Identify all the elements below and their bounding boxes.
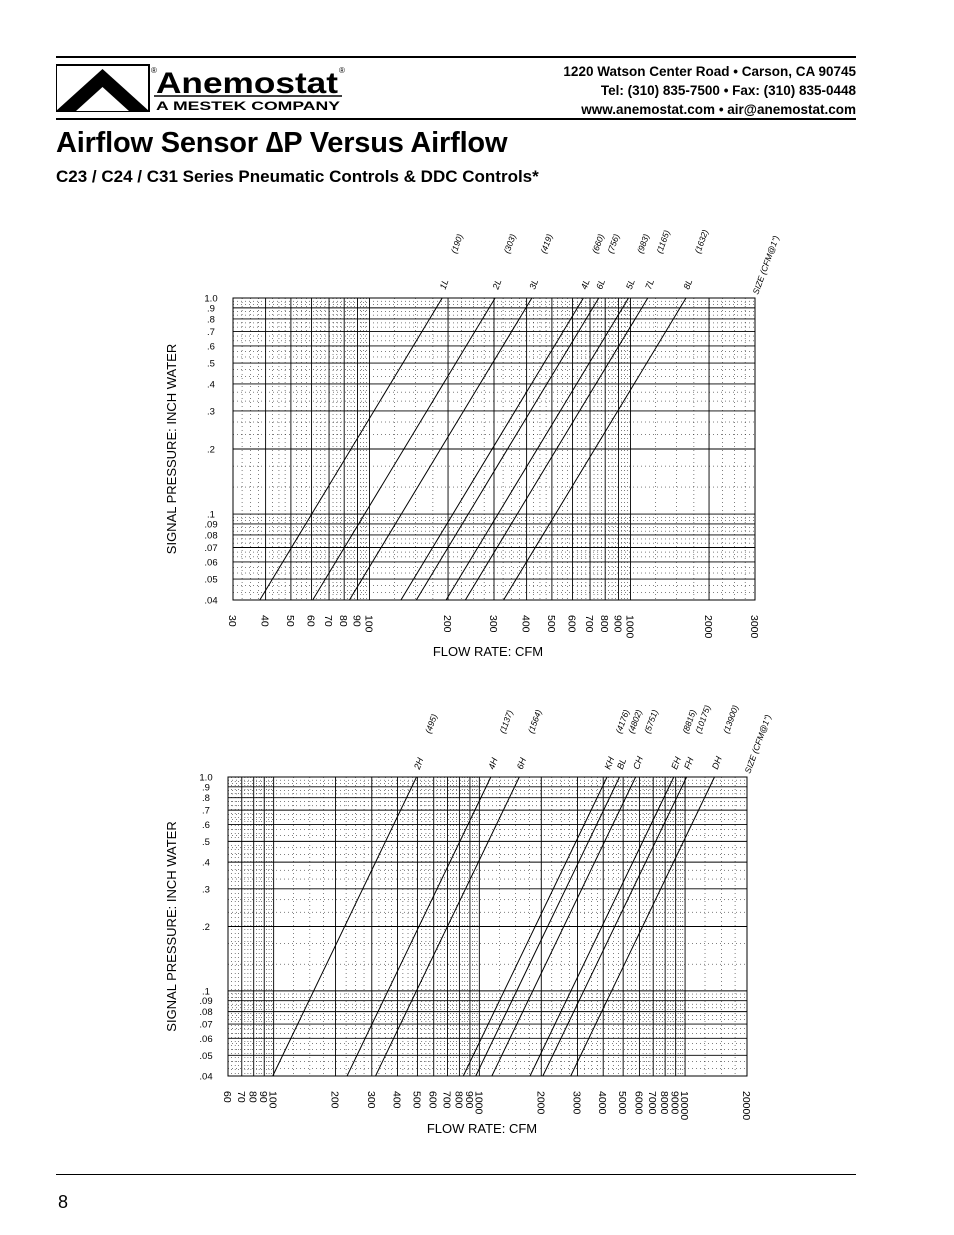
- phone-line: Tel: (310) 835-7500 • Fax: (310) 835-0448: [600, 83, 856, 98]
- y-axis-title: SIGNAL PRESSURE: INCH WATER: [164, 343, 179, 555]
- y-tick-label: .6: [207, 341, 215, 353]
- series-cfm-label-fh: (10175): [693, 703, 713, 735]
- logo-registered-mark-2: ®: [339, 66, 345, 75]
- y-tick-label: .07: [199, 1019, 213, 1031]
- x-tick-label: 700: [583, 615, 596, 633]
- series-cfm-label-kh: (4176): [613, 708, 632, 735]
- y-tick-label: .1: [207, 509, 215, 521]
- x-tick-label: 3000: [570, 1091, 583, 1115]
- y-tick-label: .06: [204, 557, 218, 569]
- x-tick-label: 100: [362, 615, 375, 633]
- y-tick-label: .6: [202, 819, 210, 831]
- x-tick-label: 200: [441, 615, 454, 633]
- x-tick-label: 3000: [748, 615, 760, 639]
- x-tick-label: 300: [487, 615, 499, 633]
- x-tick-label: 500: [544, 615, 557, 633]
- logo-brand-name: Anemostat: [156, 67, 339, 100]
- x-tick-label: 70: [234, 1091, 247, 1103]
- y-tick-label: .04: [199, 1071, 213, 1083]
- x-tick-label: 100: [266, 1091, 279, 1109]
- x-tick-label: 1000: [623, 615, 636, 639]
- y-tick-label: 1.0: [204, 293, 218, 305]
- x-tick-label: 4000: [596, 1091, 609, 1115]
- x-tick-label: 40: [258, 615, 271, 627]
- y-tick-label: .8: [202, 793, 210, 805]
- footer-rule: [56, 1174, 856, 1175]
- size-column-header: SIZE (CFM@1"): [742, 713, 773, 775]
- y-tick-label: .08: [199, 1007, 213, 1019]
- series-label-dh: DH: [709, 755, 724, 771]
- series-cfm-label-4l: (660): [589, 232, 607, 255]
- y-tick-label: .5: [207, 358, 215, 370]
- x-tick-label: 700: [440, 1091, 453, 1109]
- page-subtitle: C23 / C24 / C31 Series Pneumatic Controls & DDC Controls*: [56, 167, 539, 186]
- series-cfm-label-1l: (190): [448, 232, 465, 255]
- series-cfm-label-2h: (495): [423, 712, 440, 735]
- series-label-6l: 6L: [594, 277, 608, 291]
- y-tick-label: .2: [207, 444, 215, 456]
- y-tick-label: .9: [202, 782, 210, 794]
- x-tick-label: 50: [283, 615, 296, 627]
- y-tick-label: .08: [204, 530, 218, 542]
- y-tick-label: .3: [207, 406, 215, 418]
- series-label-1l: 1L: [437, 277, 451, 291]
- x-tick-label: 6000: [632, 1091, 645, 1115]
- series-label-bl: BL: [615, 756, 629, 771]
- x-axis-title: FLOW RATE: CFM: [432, 644, 544, 659]
- y-tick-label: .4: [202, 857, 210, 869]
- y-tick-label: .06: [199, 1033, 213, 1045]
- address-line: 1220 Watson Center Road • Carson, CA 90745: [563, 64, 856, 79]
- series-cfm-label-6h: (1564): [525, 708, 544, 735]
- x-tick-label: 90: [257, 1091, 270, 1103]
- x-tick-label: 900: [462, 1091, 475, 1109]
- series-label-2l: 2L: [490, 277, 504, 291]
- x-tick-label: 800: [452, 1091, 465, 1109]
- x-tick-label: 80: [246, 1091, 259, 1103]
- series-label-3l: 3L: [527, 277, 541, 291]
- y-tick-label: .2: [202, 922, 210, 933]
- series-cfm-label-6l: (756): [605, 232, 622, 255]
- x-tick-label: 200: [328, 1091, 341, 1109]
- series-cfm-label-bl: (4802): [626, 708, 644, 735]
- y-tick-label: .05: [204, 574, 218, 586]
- x-tick-label: 70: [322, 615, 335, 627]
- x-tick-label: 80: [337, 615, 350, 627]
- logo-tagline: A MESTEK COMPANY: [156, 99, 340, 113]
- page-number: 8: [58, 1192, 69, 1212]
- series-label-7l: 7L: [643, 277, 657, 291]
- logo-registered-mark: ®: [151, 66, 157, 75]
- y-tick-label: .04: [204, 595, 218, 607]
- page-title: Airflow Sensor ∆P Versus Airflow: [56, 127, 508, 159]
- x-tick-label: 300: [364, 1091, 377, 1109]
- x-tick-label: 600: [565, 615, 578, 633]
- series-label-8l: 8L: [681, 277, 695, 291]
- y-tick-label: .7: [202, 805, 210, 817]
- x-tick-label: 60: [221, 1091, 233, 1103]
- series-cfm-label-3l: (419): [538, 232, 555, 255]
- series-cfm-label-eh: (8815): [680, 708, 699, 735]
- series-label-4l: 4L: [578, 277, 592, 291]
- x-tick-label: 800: [598, 615, 611, 633]
- x-tick-label: 90: [350, 615, 363, 627]
- x-tick-label: 30: [226, 615, 238, 627]
- x-tick-label: 20000: [740, 1091, 752, 1121]
- x-tick-label: 400: [519, 615, 532, 633]
- y-tick-label: .8: [207, 314, 215, 326]
- series-cfm-label-7l: (1165): [654, 228, 672, 255]
- x-tick-label: 900: [611, 615, 624, 633]
- y-tick-label: .05: [199, 1050, 213, 1062]
- series-label-2h: 2H: [412, 756, 426, 771]
- x-tick-label: 1000: [472, 1091, 485, 1115]
- x-tick-label: 400: [390, 1091, 403, 1109]
- series-label-kh: KH: [602, 755, 617, 771]
- x-axis-title: FLOW RATE: CFM: [426, 1121, 538, 1136]
- series-label-ch: CH: [631, 755, 645, 771]
- y-tick-label: .09: [204, 519, 218, 531]
- x-tick-label: 8000: [658, 1091, 671, 1115]
- x-tick-label: 2000: [702, 615, 715, 639]
- y-tick-label: .5: [202, 836, 210, 848]
- x-tick-label: 5000: [616, 1091, 629, 1115]
- size-column-header: SIZE (CFM@1"): [750, 234, 781, 296]
- y-tick-label: .4: [207, 379, 215, 391]
- y-tick-label: .09: [199, 996, 213, 1008]
- series-cfm-label-dh: (13900): [720, 703, 741, 735]
- series-cfm-label-5l: (983): [635, 232, 652, 255]
- y-tick-label: 1.0: [199, 772, 213, 784]
- x-tick-label: 10000: [678, 1091, 691, 1121]
- series-label-fh: FH: [682, 755, 696, 771]
- series-cfm-label-2l: (303): [501, 232, 518, 255]
- series-cfm-label-ch: (5751): [642, 708, 660, 735]
- series-label-eh: EH: [669, 755, 683, 771]
- x-tick-label: 600: [426, 1091, 439, 1109]
- y-tick-label: .1: [202, 986, 210, 998]
- series-cfm-label-4h: (1137): [497, 708, 515, 735]
- y-tick-label: .07: [204, 542, 218, 554]
- y-tick-label: .3: [202, 884, 210, 896]
- x-tick-label: 9000: [668, 1091, 681, 1115]
- x-tick-label: 2000: [534, 1091, 547, 1115]
- series-cfm-label-8l: (1632): [692, 228, 711, 255]
- series-label-4h: 4H: [486, 756, 500, 771]
- y-tick-label: .9: [207, 303, 215, 315]
- series-label-5l: 5L: [624, 277, 637, 291]
- x-tick-label: 60: [304, 615, 317, 627]
- series-label-6h: 6H: [514, 756, 529, 771]
- y-tick-label: .7: [207, 326, 215, 338]
- x-tick-label: 500: [410, 1091, 423, 1109]
- web-email-line: www.anemostat.com • air@anemostat.com: [581, 102, 856, 117]
- y-axis-title: SIGNAL PRESSURE: INCH WATER: [164, 821, 179, 1032]
- x-tick-label: 7000: [646, 1091, 659, 1115]
